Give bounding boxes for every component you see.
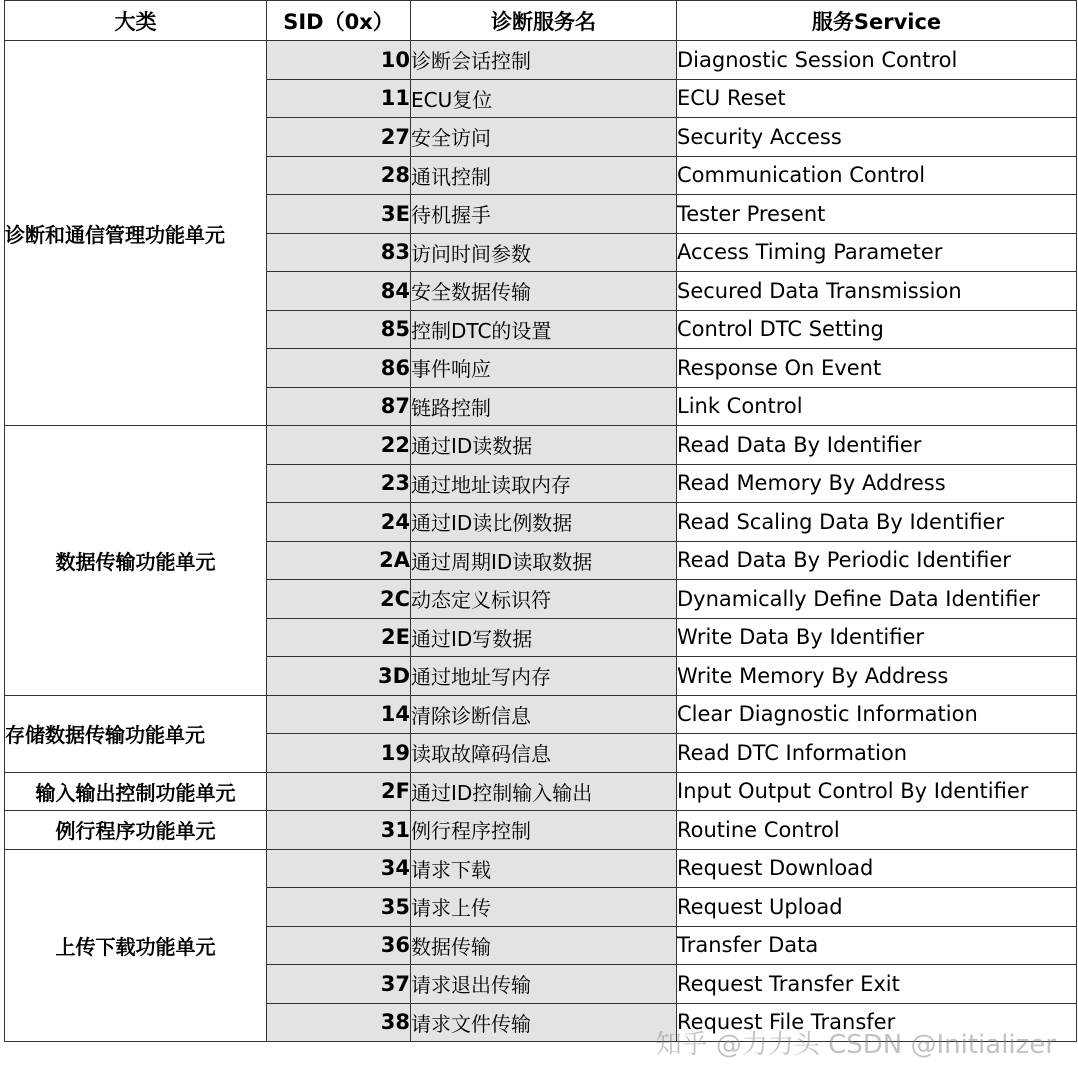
cn-name-cell: 控制DTC的设置	[411, 310, 677, 349]
header-en-name: 服务Service	[677, 1, 1077, 41]
category-cell: 上传下载功能单元	[5, 849, 267, 1042]
category-cell: 例行程序功能单元	[5, 811, 267, 850]
cn-name-cell: 请求下载	[411, 849, 677, 888]
en-name-cell: Request File Transfer	[677, 1003, 1077, 1042]
table-row	[5, 811, 1077, 850]
en-name-cell: Secured Data Transmission	[677, 272, 1077, 311]
sid-cell: 36	[267, 926, 411, 965]
table-row	[5, 426, 1077, 465]
sid-cell: 24	[267, 503, 411, 542]
en-name-cell: Write Data By Identifier	[677, 618, 1077, 657]
cn-name-cell: 通过ID控制输入输出	[411, 772, 677, 811]
cn-name-cell: 通过ID读数据	[411, 426, 677, 465]
cn-name-cell: 通过地址写内存	[411, 657, 677, 696]
cn-name-cell: 请求退出传输	[411, 965, 677, 1004]
sid-cell: 83	[267, 233, 411, 272]
en-name-cell: Link Control	[677, 387, 1077, 426]
cn-name-cell: 通讯控制	[411, 156, 677, 195]
cn-name-cell: 安全数据传输	[411, 272, 677, 311]
en-name-cell: Transfer Data	[677, 926, 1077, 965]
header-category: 大类	[5, 1, 267, 41]
cn-name-cell: 诊断会话控制	[411, 41, 677, 80]
en-name-cell: Communication Control	[677, 156, 1077, 195]
sid-cell: 14	[267, 695, 411, 734]
cn-name-cell: 通过ID读比例数据	[411, 503, 677, 542]
en-name-cell: Request Transfer Exit	[677, 965, 1077, 1004]
en-name-cell: Access Timing Parameter	[677, 233, 1077, 272]
sid-cell: 2F	[267, 772, 411, 811]
table-row	[5, 849, 1077, 888]
cn-name-cell: 访问时间参数	[411, 233, 677, 272]
cn-name-cell: 清除诊断信息	[411, 695, 677, 734]
en-name-cell: Response On Event	[677, 349, 1077, 388]
header-cn-name: 诊断服务名	[411, 1, 677, 41]
en-name-cell: Read Data By Periodic Identifier	[677, 541, 1077, 580]
table-body	[5, 41, 1077, 1042]
sid-cell: 3E	[267, 195, 411, 234]
sid-cell: 10	[267, 41, 411, 80]
en-name-cell: Security Access	[677, 118, 1077, 157]
cn-name-cell: 通过ID写数据	[411, 618, 677, 657]
sid-cell: 35	[267, 888, 411, 927]
category-cell: 数据传输功能单元	[5, 426, 267, 696]
cn-name-cell: 读取故障码信息	[411, 734, 677, 773]
sid-cell: 87	[267, 387, 411, 426]
category-cell: 存储数据传输功能单元	[5, 695, 267, 772]
sid-cell: 85	[267, 310, 411, 349]
sid-cell: 84	[267, 272, 411, 311]
en-name-cell: Request Download	[677, 849, 1077, 888]
sid-cell: 2E	[267, 618, 411, 657]
uds-service-table	[4, 0, 1077, 1042]
en-name-cell: Dynamically Define Data Identifier	[677, 580, 1077, 619]
cn-name-cell: 例行程序控制	[411, 811, 677, 850]
cn-name-cell: 待机握手	[411, 195, 677, 234]
cn-name-cell: 安全访问	[411, 118, 677, 157]
sid-cell: 22	[267, 426, 411, 465]
sid-cell: 34	[267, 849, 411, 888]
sid-cell: 19	[267, 734, 411, 773]
category-cell: 诊断和通信管理功能单元	[5, 41, 267, 426]
table-row	[5, 695, 1077, 734]
watermark: 知乎 @力力头 CSDN @Initializer	[655, 1030, 1056, 1060]
cn-name-cell: 请求文件传输	[411, 1003, 677, 1042]
category-cell: 输入输出控制功能单元	[5, 772, 267, 811]
sid-cell: 3D	[267, 657, 411, 696]
sid-cell: 2A	[267, 541, 411, 580]
cn-name-cell: 数据传输	[411, 926, 677, 965]
table-row	[5, 772, 1077, 811]
en-name-cell: ECU Reset	[677, 79, 1077, 118]
sid-cell: 28	[267, 156, 411, 195]
cn-name-cell: ECU复位	[411, 79, 677, 118]
sid-cell: 86	[267, 349, 411, 388]
sid-cell: 2C	[267, 580, 411, 619]
en-name-cell: Tester Present	[677, 195, 1077, 234]
sid-cell: 37	[267, 965, 411, 1004]
cn-name-cell: 通过地址读取内存	[411, 464, 677, 503]
en-name-cell: Read Memory By Address	[677, 464, 1077, 503]
sid-cell: 31	[267, 811, 411, 850]
en-name-cell: Control DTC Setting	[677, 310, 1077, 349]
header-row	[5, 1, 1077, 41]
cn-name-cell: 动态定义标识符	[411, 580, 677, 619]
en-name-cell: Request Upload	[677, 888, 1077, 927]
table-row	[5, 41, 1077, 80]
sid-cell: 11	[267, 79, 411, 118]
cn-name-cell: 链路控制	[411, 387, 677, 426]
en-name-cell: Read Data By Identifier	[677, 426, 1077, 465]
cn-name-cell: 事件响应	[411, 349, 677, 388]
en-name-cell: Input Output Control By Identifier	[677, 772, 1077, 811]
en-name-cell: Read Scaling Data By Identifier	[677, 503, 1077, 542]
en-name-cell: Read DTC Information	[677, 734, 1077, 773]
cn-name-cell: 请求上传	[411, 888, 677, 927]
cn-name-cell: 通过周期ID读取数据	[411, 541, 677, 580]
en-name-cell: Diagnostic Session Control	[677, 41, 1077, 80]
sid-cell: 27	[267, 118, 411, 157]
header-sid: SID（0x）	[267, 1, 411, 41]
sid-cell: 23	[267, 464, 411, 503]
en-name-cell: Routine Control	[677, 811, 1077, 850]
sid-cell: 38	[267, 1003, 411, 1042]
en-name-cell: Clear Diagnostic Information	[677, 695, 1077, 734]
en-name-cell: Write Memory By Address	[677, 657, 1077, 696]
